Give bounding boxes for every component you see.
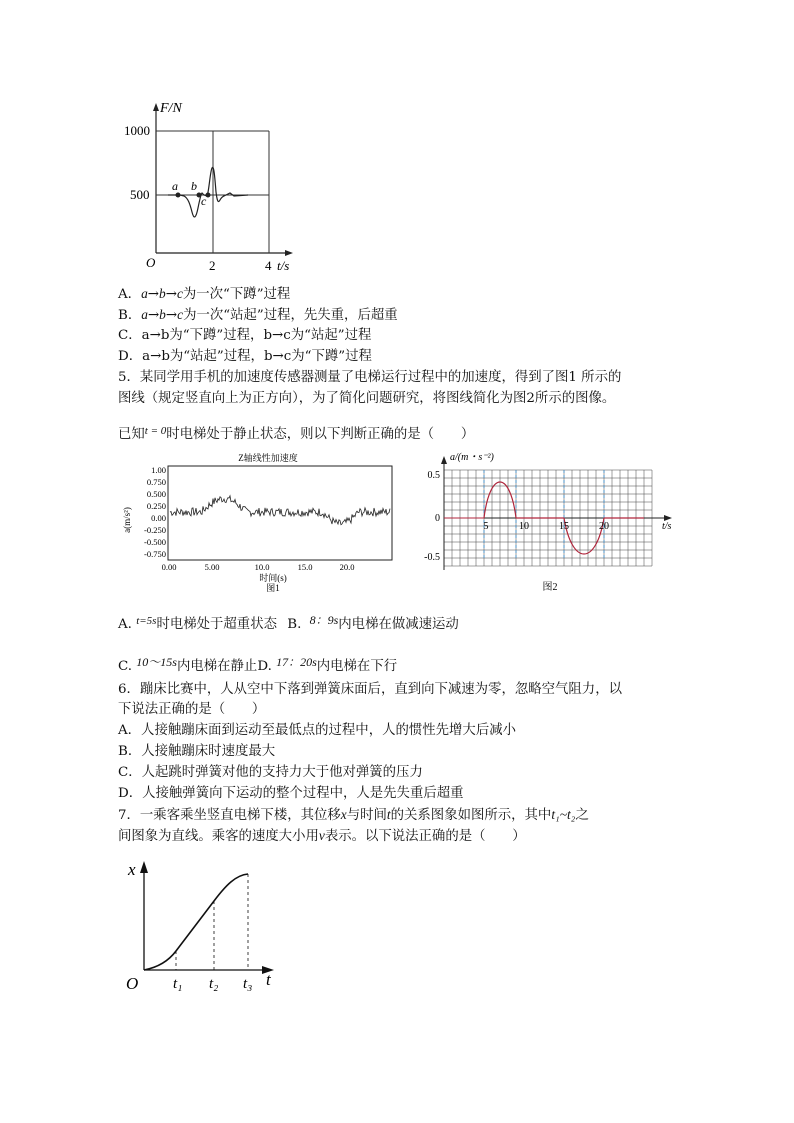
force-time-figure [118, 100, 308, 280]
y-tick-500: 500 [130, 187, 150, 202]
fig1-caption: 图1 [266, 583, 280, 593]
q7-origin-label: O [126, 974, 139, 993]
fig1-xticks [162, 562, 355, 572]
fig2-ytick-0: 0 [435, 513, 440, 524]
fig2-xtick-20: 20 [599, 521, 609, 532]
force-curve [168, 167, 248, 217]
point-a-label: a [172, 179, 178, 193]
svg-text:-0.250: -0.250 [144, 525, 166, 535]
point-b-label: b [191, 179, 197, 193]
q5-options-row1: A. $^{t=5s}$时电梯处于超重状态 B. 8：9s内电梯在做减速运动 [118, 613, 459, 632]
svg-text:-0.500: -0.500 [144, 537, 166, 547]
svg-text:20.0: 20.0 [339, 562, 355, 572]
y-axis-label: F/N [160, 101, 182, 116]
fig1-title: Z轴线性加速度 [238, 453, 298, 463]
svg-text:0.750: 0.750 [146, 477, 166, 487]
fig1-signal-line [170, 496, 390, 525]
q7-stem-line1: 7．一乘客乘坐竖直电梯下楼，其位移x与时间t的关系图象如图所示，其中t₁~t₂之 [118, 807, 589, 823]
fig2-xtick-15: 15 [559, 521, 569, 532]
fig2-xlabel: t/s [662, 521, 672, 532]
fig1-yticks [144, 465, 166, 559]
svg-text:-0.750: -0.750 [144, 549, 166, 559]
point-c-label: c [201, 194, 207, 208]
q4-option-b: B．a→b→c为一次“站起”过程，先失重，后超重 [118, 307, 398, 323]
origin-label: O [146, 255, 156, 270]
q5-options-row2: C. 10～15s内电梯在静止D. 17：20s内电梯在下行 [118, 655, 398, 674]
svg-text:1.00: 1.00 [151, 465, 166, 475]
q6-stem-line1: 6．蹦床比赛中，人从空中下落到弹簧床面后，直到向下减速为零，忽略空气阻力，以 [118, 682, 622, 697]
q5-stem-line1: 5．某同学用手机的加速度传感器测量了电梯运行过程中的加速度，得到了图1 所示的 [118, 370, 622, 385]
fig1-ylabel: a(m/s²) [122, 507, 132, 533]
svg-text:15.0: 15.0 [297, 562, 313, 572]
q6-option-c: C．人起跳时弹簧对他的支持力大于他对弹簧的压力 [118, 765, 423, 780]
q7-x-axis-label: t [266, 970, 271, 989]
q7-tick-t3: t₃ [243, 976, 253, 992]
q7-tick-t1: t₁ [173, 976, 183, 992]
svg-text:5.00: 5.00 [204, 562, 220, 572]
q5-stem-line3: 已知$^{t = 0}$时电梯处于静止状态，则以下判断正确的是（ ） [118, 425, 475, 442]
y-tick-1000: 1000 [124, 123, 150, 138]
fig2-ytick-neg0.5: -0.5 [424, 552, 440, 563]
q6-option-a: A．人接触蹦床面到运动至最低点的过程中，人的惯性先增大后减小 [118, 723, 516, 738]
x-tick-4: 4 [265, 258, 272, 273]
fig2-xtick-10: 10 [519, 521, 529, 532]
q6-option-d: D．人接触弹簧向下运动的整个过程中，人是先失重后超重 [118, 786, 464, 801]
q4-option-d: D．a→b为“站起”过程，b→c为“下蹲”过程 [118, 349, 372, 364]
fig2-caption: 图2 [542, 582, 558, 593]
x-tick-2: 2 [209, 258, 216, 273]
svg-text:0.500: 0.500 [146, 489, 166, 499]
svg-text:0.250: 0.250 [146, 501, 166, 511]
fig2-ylabel: a/(m・s⁻²) [450, 452, 494, 463]
q4-option-c: C．a→b为“下蹲”过程，b→c为“站起”过程 [118, 328, 372, 343]
svg-text:0.00: 0.00 [161, 562, 177, 572]
fig2-simplified-plot [420, 448, 680, 596]
fig2-xtick-5: 5 [483, 521, 489, 532]
svg-text:10.0: 10.0 [254, 562, 270, 572]
q7-displacement-time-figure [118, 855, 288, 995]
q4-option-a: A．a→b→c为一次“下蹲”过程 [118, 286, 291, 302]
fig2-ytick-0.5: 0.5 [427, 470, 440, 481]
svg-text:0.00: 0.00 [151, 513, 166, 523]
point-a [176, 193, 181, 198]
q7-curve [144, 874, 248, 970]
q7-y-axis-label: x [128, 860, 136, 879]
x-axis-label: t/s [277, 258, 290, 273]
q5-stem-line2: 图线（规定竖直向上为正方向），为了简化问题研究，将图线简化为图2所示的图像。 [118, 391, 616, 406]
fig1-xlabel: 时间(s) [259, 573, 287, 583]
q6-stem-line2: 下说法正确的是（ ） [118, 702, 266, 717]
q7-stem-line2: 间图象为直线。乘客的速度大小用v表示。以下说法正确的是（ ） [118, 828, 526, 844]
q6-option-b: B．人接触蹦床时速度最大 [118, 744, 276, 759]
q7-tick-t2: t₂ [209, 976, 219, 992]
fig1-acceleration-plot [118, 450, 408, 595]
